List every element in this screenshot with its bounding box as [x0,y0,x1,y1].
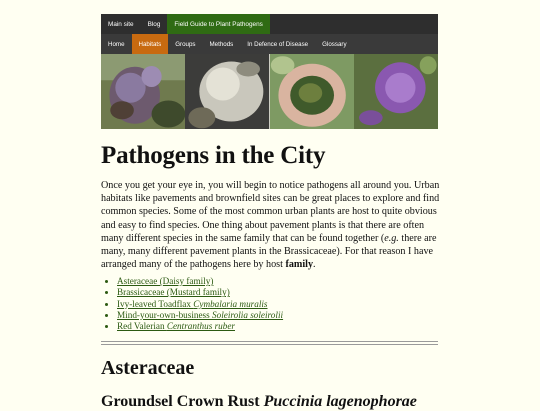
top-navigation [101,14,438,34]
tab-methods[interactable]: Methods [209,40,234,48]
tab-home[interactable]: Home [108,40,125,48]
banner-photo-leaves [185,54,269,129]
list-item [117,310,283,321]
link-brassicaceae[interactable]: Brassicaceae (Mustard family) [117,287,230,298]
intro-paragraph [101,179,441,271]
page-title: Pathogens in the City [101,142,326,169]
list-item [117,321,283,332]
divider [101,344,438,345]
intro-bold-family: family [285,259,314,271]
list-item [117,287,283,298]
intro-text-1: Once you get your eye in, you will begin to notice pathogens all around you. Urban habitats like pavements and brownfield sites can be great places to explore and find common species. Some of the most common urban plants are host to quite obvious and easy to find species. One thing about pavement plants is that there are often many different species in the same family that can be found together ( [101,180,440,244]
nav-main-site[interactable]: Main site [108,20,134,28]
intro-text-2: there are many, many different pavement plants in the Brassicaceae). For that reason I have arranged many of the pathogens here by host [101,232,437,271]
section-navigation [101,34,438,54]
banner-photo-lupin [101,54,185,129]
nav-field-guide[interactable]: Field Guide to Plant Pathogens [167,14,269,34]
tab-groups[interactable]: Groups [175,40,196,48]
link-asteraceae[interactable]: Asteraceae (Daisy family) [117,276,214,286]
link-ivy-leaved-toadflax[interactable]: Ivy-leaved Toadflax Cymbalaria muralis [117,298,268,309]
banner-photos [101,54,438,129]
banner-photo-leaf-in-hand [270,54,354,129]
tab-glossary[interactable]: Glossary [322,40,347,48]
banner-photo-scabious [354,54,438,129]
section-subheading: Groundsel Crown Rust Puccinia lagenophorae [101,393,417,410]
intro-eg: e.g. [384,232,399,244]
list-item [117,276,283,287]
intro-end: . [313,259,316,271]
nav-blog[interactable]: Blog [147,20,161,28]
divider [101,341,438,342]
link-mind-your-own-business[interactable]: Mind-your-own-business Soleirolia soleirolii [117,309,284,320]
header [101,14,438,129]
link-red-valerian[interactable]: Red Valerian Centranthus ruber [117,321,235,332]
tab-in-defence-of-disease[interactable]: In Defence of Disease [247,40,309,48]
section-heading: Asteraceae [101,357,195,379]
list-item [117,299,283,310]
tab-habitats[interactable]: Habitats [132,34,169,54]
family-link-list [101,276,283,332]
